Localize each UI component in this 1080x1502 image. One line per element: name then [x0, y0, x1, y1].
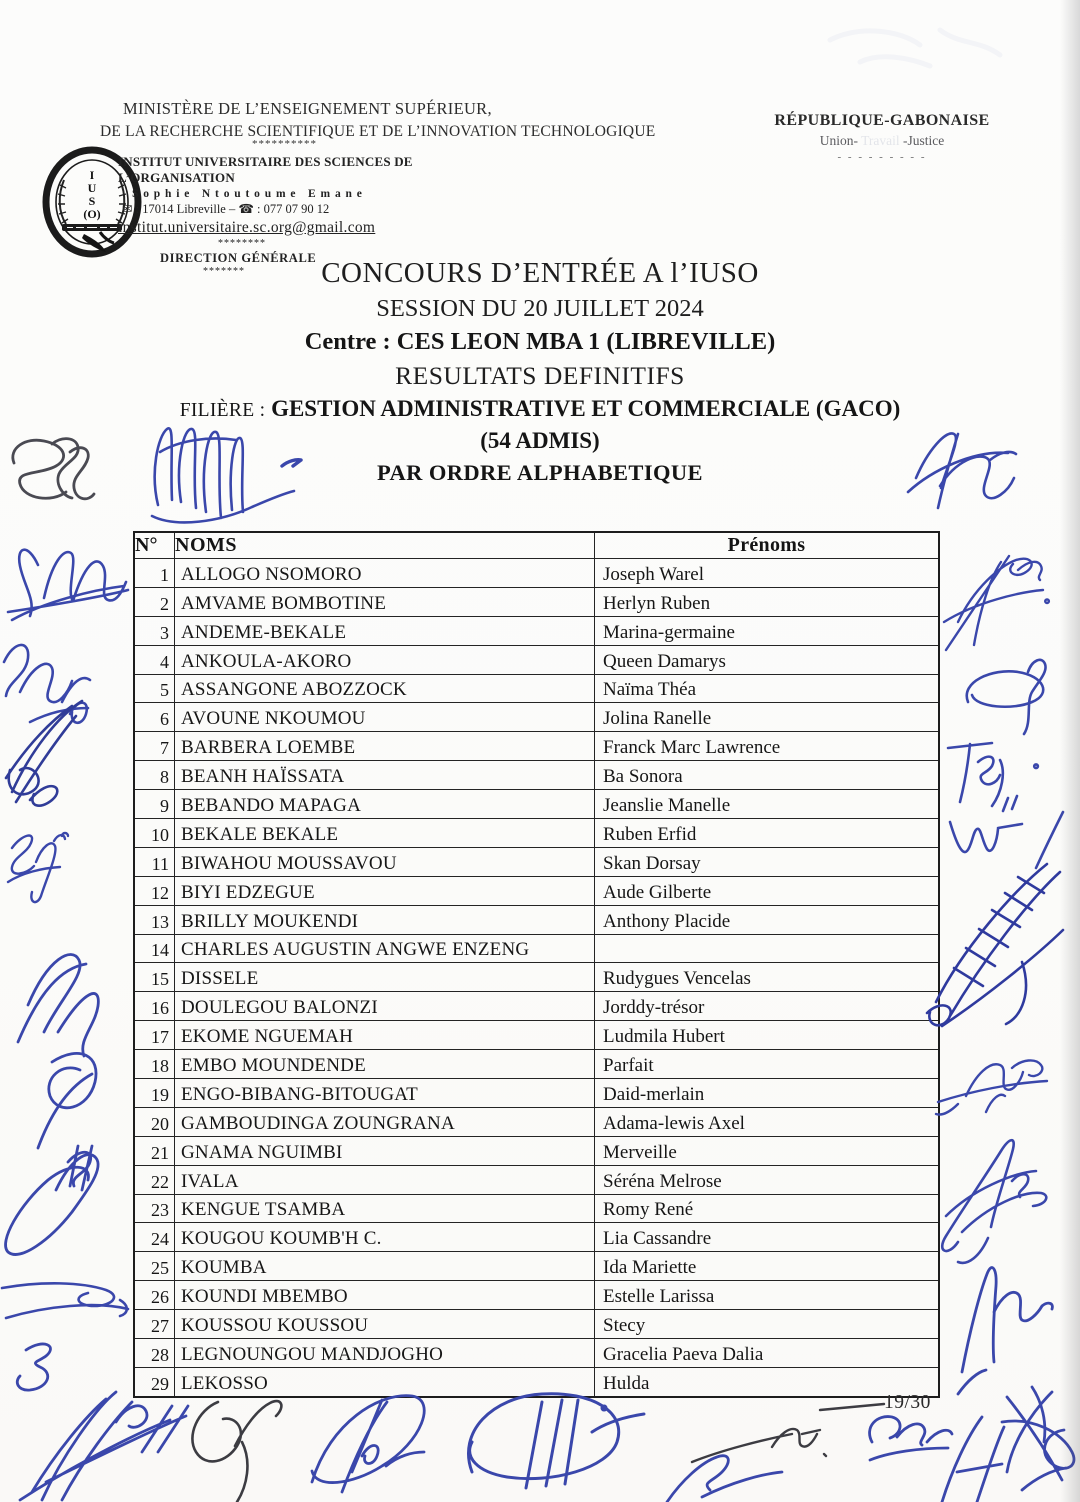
cell-nom: BEKALE BEKALE [175, 819, 595, 848]
cell-prenom: Stecy [595, 1310, 940, 1339]
cell-prenom: Daid-merlain [595, 1079, 940, 1108]
cell-prenom: Ludmila Hubert [595, 1021, 940, 1050]
signature-blue-right-6 [942, 1140, 1046, 1263]
cell-nom: CHARLES AUGUSTIN ANGWE ENZENG [175, 934, 595, 963]
cell-prenom: Parfait [595, 1050, 940, 1079]
cell-nom: AVOUNE NKOUMOU [175, 703, 595, 732]
signature-blue-right-1 [944, 556, 1049, 650]
table-row [134, 587, 939, 616]
cell-nom: BRILLY MOUKENDI [175, 905, 595, 934]
table-row [134, 1107, 939, 1136]
signature-black-bottom-2 [192, 1401, 281, 1502]
page-number: 19/30 [884, 1392, 931, 1413]
title-line-4: RESULTATS DEFINITIFS [395, 361, 685, 391]
cell-prenom: Merveille [595, 1136, 940, 1165]
signature-blue-bottom-3 [312, 1396, 424, 1492]
cell-prenom: Franck Marc Lawrence [595, 732, 940, 761]
cell-nom: BARBERA LOEMBE [175, 732, 595, 761]
ministry-line-1: MINISTÈRE DE L’ENSEIGNEMENT SUPÉRIEUR, [123, 99, 492, 118]
cell-num: 15 [134, 963, 175, 992]
cell-num: 4 [134, 645, 175, 674]
table-row [134, 1367, 939, 1396]
cell-nom: KOUSSOU KOUSSOU [175, 1310, 595, 1339]
table-row [134, 790, 939, 819]
cell-nom: AMVAME BOMBOTINE [175, 587, 595, 616]
republic-block [742, 112, 1022, 163]
signature-blue-bottom-4 [468, 1394, 644, 1488]
cell-num: 14 [134, 934, 175, 963]
table-row [134, 703, 939, 732]
title-line-7: PAR ORDRE ALPHABETIQUE [377, 460, 703, 486]
cell-prenom: Ida Mariette [595, 1252, 940, 1281]
ministry-line-2: DE LA RECHERCHE SCIENTIFIQUE ET DE L’INNOVATION TECHNOLOGIQUE [100, 123, 656, 140]
cell-prenom: Jolina Ranelle [595, 703, 940, 732]
cell-nom: IVALA [175, 1165, 595, 1194]
cell-prenom [595, 934, 940, 963]
signature-blue-left-6 [2, 1283, 128, 1390]
cell-prenom: Jeanslie Manelle [595, 790, 940, 819]
separator-stars: ********** [252, 138, 317, 150]
republic-motto: Union- Travail -Justice [819, 133, 945, 148]
cell-num: 18 [134, 1050, 175, 1079]
table-row [134, 1079, 939, 1108]
cell-prenom: Lia Cassandre [595, 1223, 940, 1252]
cell-num: 8 [134, 761, 175, 790]
cell-prenom: Naïma Théa [595, 674, 940, 703]
cell-prenom: Ruben Erfid [595, 819, 940, 848]
table-row [134, 1310, 939, 1339]
cell-num: 6 [134, 703, 175, 732]
signature-blue-bottom-1 [20, 1392, 188, 1500]
signature-blue-left-2 [4, 645, 90, 723]
table-row [134, 674, 939, 703]
cell-nom: DOULEGOU BALONZI [175, 992, 595, 1021]
cell-nom: BIYI EDZEGUE [175, 876, 595, 905]
cell-prenom: Romy René [595, 1194, 940, 1223]
filiere-label: FILIÈRE : [179, 400, 266, 422]
cell-nom: ANKOULA-AKORO [175, 645, 595, 674]
title-line-2: SESSION DU 20 JUILLET 2024 [376, 295, 704, 323]
table-row [134, 1021, 939, 1050]
cell-nom: GAMBOUDINGA ZOUNGRANA [175, 1107, 595, 1136]
separator-stars: ******* [203, 266, 245, 277]
cell-num: 27 [134, 1310, 175, 1339]
table-row [134, 559, 939, 588]
cell-prenom: Gracelia Paeva Dalia [595, 1339, 940, 1368]
institute-department: DIRECTION GÉNÉRALE [160, 251, 317, 265]
cell-prenom: Séréna Melrose [595, 1165, 940, 1194]
cell-prenom: Herlyn Ruben [595, 587, 940, 616]
cell-num: 10 [134, 819, 175, 848]
cell-nom: KOUMBA [175, 1252, 595, 1281]
cell-nom: LEGNOUNGOU MANDJOGHO [175, 1339, 595, 1368]
table-row [134, 847, 939, 876]
results-table-body [134, 559, 939, 1397]
cell-num: 19 [134, 1079, 175, 1108]
filiere-value: GESTION ADMINISTRATIVE ET COMMERCIALE (GACO) [265, 396, 901, 422]
table-row [134, 963, 939, 992]
signature-blue-right-5 [936, 1060, 1047, 1114]
signature-blue-right-7 [958, 1268, 1052, 1394]
signature-blue-right-2 [967, 660, 1046, 734]
cell-prenom: Rudygues Vencelas [595, 963, 940, 992]
table-header-row [134, 532, 939, 559]
table-row [134, 616, 939, 645]
cell-num: 21 [134, 1136, 175, 1165]
cell-nom: KOUGOU KOUMB'H C. [175, 1223, 595, 1252]
cell-prenom: Anthony Placide [595, 905, 940, 934]
cell-num: 3 [134, 616, 175, 645]
cell-num: 20 [134, 1107, 175, 1136]
signature-blue-left-1 [8, 550, 128, 620]
signature-blue-left-3 [6, 701, 82, 806]
header-num: N° [134, 532, 175, 559]
cell-num: 29 [134, 1367, 175, 1396]
table-row [134, 876, 939, 905]
cell-prenom: Skan Dorsay [595, 847, 940, 876]
cell-nom: DISSELE [175, 963, 595, 992]
table-row [134, 1165, 939, 1194]
signature-blue-right-4 [927, 864, 1063, 1026]
ghost-bleedthrough-marks [830, 30, 1000, 66]
header-prenoms: Prénoms [595, 532, 940, 559]
cell-prenom: Adama-lewis Axel [595, 1107, 940, 1136]
cell-nom: BIWAHOU MOUSSAVOU [175, 847, 595, 876]
cell-nom: KOUNDI MBEMBO [175, 1281, 595, 1310]
title-line-1: CONCOURS D’ENTRÉE A l’IUSO [321, 257, 759, 289]
title-line-5 [70, 395, 1010, 423]
institute-name: INSTITUT UNIVERSITAIRE DES SCIENCES DE L’ORGANISATION [118, 154, 413, 185]
cell-num: 24 [134, 1223, 175, 1252]
cell-num: 11 [134, 847, 175, 876]
cell-nom: EKOME NGUEMAH [175, 1021, 595, 1050]
scan-edge-shadow [1060, 0, 1080, 1502]
cell-nom: ALLOGO NSOMORO [175, 559, 595, 588]
results-table [133, 531, 940, 1398]
title-line-6: (54 ADMIS) [480, 428, 600, 454]
cell-nom: BEANH HAÏSSATA [175, 761, 595, 790]
cell-prenom: Marina-germaine [595, 616, 940, 645]
cell-prenom: Ba Sonora [595, 761, 940, 790]
cell-num: 7 [134, 732, 175, 761]
document-title-block [70, 256, 1010, 487]
svg-text:U: U [87, 181, 97, 195]
cell-num: 28 [134, 1339, 175, 1368]
cell-nom: EMBO MOUNDENDE [175, 1050, 595, 1079]
cell-prenom: Joseph Warel [595, 559, 940, 588]
svg-text:S: S [88, 194, 96, 208]
cell-prenom: Queen Damarys [595, 645, 940, 674]
header-noms: NOMS [175, 532, 595, 559]
cell-prenom: Aude Gilberte [595, 876, 940, 905]
table-row [134, 905, 939, 934]
cell-num: 12 [134, 876, 175, 905]
separator-stars: ******** [218, 238, 266, 249]
institute-email: institut.universitaire.sc.org@gmail.com [118, 219, 376, 236]
table-row [134, 1252, 939, 1281]
signature-blue-bottom-6 [667, 1456, 782, 1502]
cell-num: 2 [134, 587, 175, 616]
cell-num: 23 [134, 1194, 175, 1223]
table-row [134, 761, 939, 790]
cell-num: 1 [134, 559, 175, 588]
cell-num: 9 [134, 790, 175, 819]
table-row [134, 1050, 939, 1079]
table-row [134, 1136, 939, 1165]
cell-prenom: Estelle Larissa [595, 1281, 940, 1310]
separator-dashes: - - - - - - - - - [837, 151, 927, 163]
cell-num: 5 [134, 674, 175, 703]
signature-blue-right-3 [948, 743, 1063, 868]
cell-nom: LEKOSSO [175, 1367, 595, 1396]
republic-name: RÉPUBLIQUE-GABONAISE [774, 112, 990, 129]
table-row [134, 1223, 939, 1252]
svg-text:I: I [89, 168, 95, 182]
cell-num: 25 [134, 1252, 175, 1281]
table-row [134, 934, 939, 963]
cell-num: 17 [134, 1021, 175, 1050]
institute-director: Sophie Ntoutoume Emane [132, 188, 367, 200]
cell-nom: BEBANDO MAPAGA [175, 790, 595, 819]
cell-num: 13 [134, 905, 175, 934]
svg-text:(O): (O) [83, 207, 101, 221]
signature-blue-left-5 [6, 955, 99, 1255]
cell-nom: GNAMA NGUIMBI [175, 1136, 595, 1165]
cell-num: 22 [134, 1165, 175, 1194]
cell-nom: ASSANGONE ABOZZOCK [175, 674, 595, 703]
cell-prenom: Jorddy-trésor [595, 992, 940, 1021]
cell-nom: ANDEME-BEKALE [175, 616, 595, 645]
cell-prenom: Hulda [595, 1367, 940, 1396]
signature-black-bottom-5 [692, 1404, 884, 1462]
cell-nom: ENGO-BIBANG-BITOUGAT [175, 1079, 595, 1108]
table-row [134, 992, 939, 1021]
cell-nom: KENGUE TSAMBA [175, 1194, 595, 1223]
table-row [134, 1339, 939, 1368]
signature-blue-left-4 [8, 833, 68, 902]
cell-num: 16 [134, 992, 175, 1021]
title-line-3: Centre : CES LEON MBA 1 (LIBREVILLE) [304, 328, 776, 356]
table-row [134, 819, 939, 848]
table-row [134, 645, 939, 674]
institute-contact: ✉ : 17014 Libreville – ☎ : 077 07 90 12 [122, 202, 330, 216]
cell-num: 26 [134, 1281, 175, 1310]
table-row [134, 732, 939, 761]
table-row [134, 1281, 939, 1310]
table-row [134, 1194, 939, 1223]
